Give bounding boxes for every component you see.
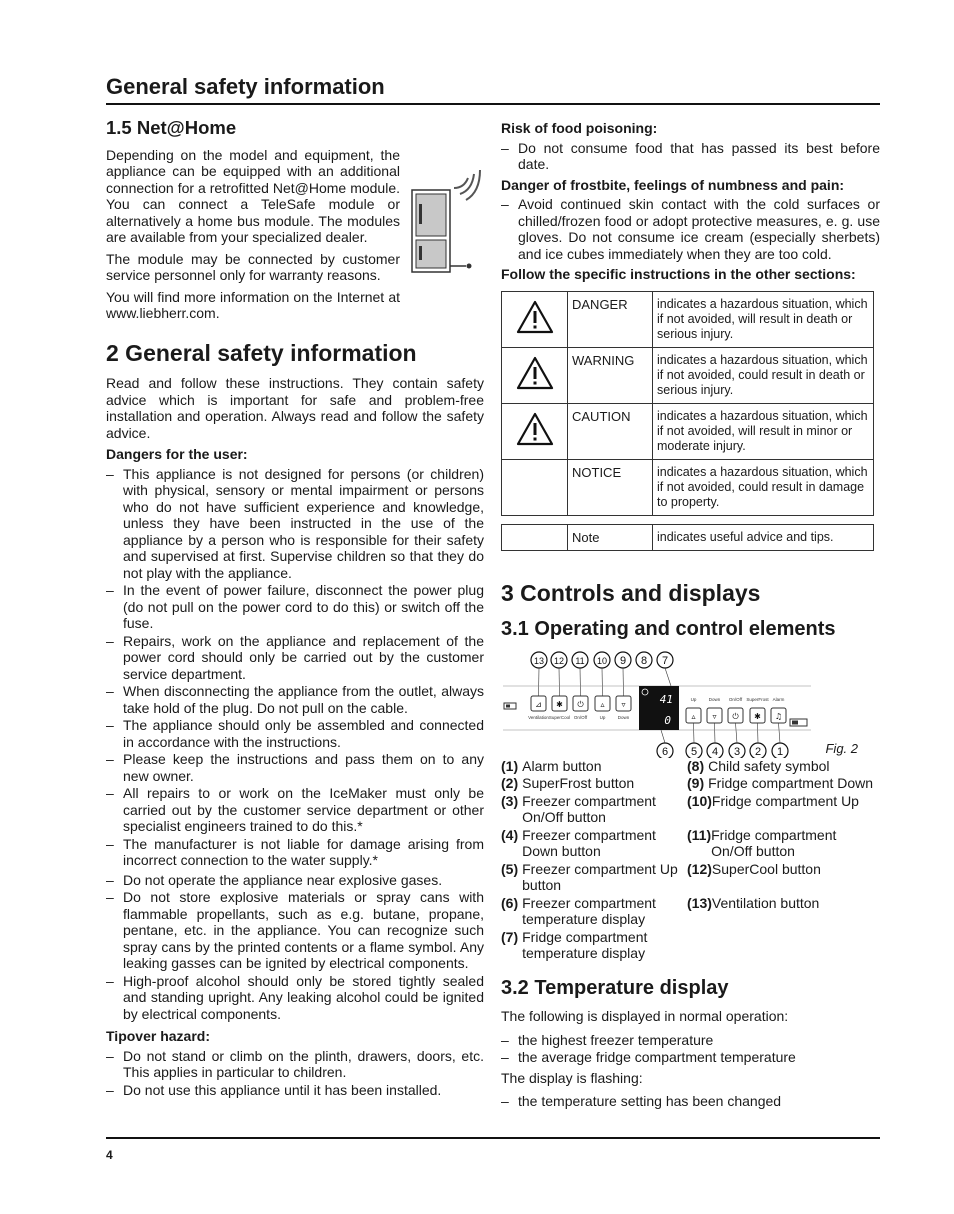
list-item: – Do not use this appliance until it has been installed. (106, 1082, 484, 1099)
flashing-intro: The display is flashing: (501, 1069, 643, 1086)
svg-text:Ventilation: Ventilation (528, 714, 549, 720)
fridge-temperature-display: 41 (659, 692, 673, 706)
callout-number (531, 652, 547, 668)
svg-text:On/Off: On/Off (728, 696, 743, 702)
legend-number: (11) (687, 826, 712, 843)
legend-item (687, 861, 880, 894)
left-column (106, 117, 484, 1102)
control-button[interactable] (686, 697, 701, 723)
list-item: – Do not operate the appliance near explosive gases. (106, 872, 484, 889)
hazard-description: indicates a hazardous situation, which if not avoided, will result in minor or moderate injury. (653, 403, 874, 459)
button-glyph-icon: ✱ (754, 711, 761, 721)
list-item: – the average fridge compartment temperature (501, 1049, 880, 1066)
food-list (501, 140, 880, 173)
warning-triangle-icon (516, 300, 554, 334)
food-heading: Risk of food poisoning: (501, 120, 658, 136)
temperature-intro: The following is displayed in normal operation: (501, 1008, 789, 1024)
legend-number: (12) (687, 860, 712, 877)
svg-text:3: 3 (733, 745, 741, 758)
svg-text:8: 8 (640, 654, 648, 667)
svg-text:13: 13 (533, 655, 545, 666)
frost-heading: Danger of frostbite, feelings of numbness and pain: (501, 176, 845, 193)
table-row (502, 403, 874, 459)
net-home-paragraph: Depending on the model and equipment, the appliance can be equipped with an additional connection for a retrofitted Net@Home module. You can connect a TeleSafe module or alternatively a home bus module. The modules are available from your specialized dealer. (106, 146, 400, 245)
table-row (502, 524, 874, 550)
legend-text: Child safety symbol (708, 757, 830, 774)
legend-number: (7) (501, 928, 519, 945)
button-glyph-icon: ⏻ (732, 711, 739, 721)
callout-number (729, 743, 745, 758)
net-home-paragraph: You will find more information on the Internet at www.liebherr.com. (106, 288, 400, 321)
legend-item (501, 775, 687, 792)
legend-number: (9) (687, 775, 705, 791)
list-item: – The appliance should only be assembled and connected in accordance with the instructions. (106, 717, 484, 750)
button-glyph-icon: ⊿ (535, 699, 542, 709)
control-button[interactable] (771, 697, 786, 723)
svg-text:SuperCool: SuperCool (548, 714, 571, 720)
callout-number (615, 652, 631, 668)
legend-item (501, 895, 687, 928)
svg-text:Up: Up (599, 714, 606, 720)
table-row (502, 459, 874, 515)
hazard-keyword: CAUTION (568, 403, 653, 459)
right-column (501, 120, 880, 1114)
hazard-description: indicates a hazardous situation, which if not avoided, will result in death or serious injury. (653, 291, 874, 347)
svg-text:SuperFrost: SuperFrost (746, 696, 769, 702)
table-row (502, 291, 874, 347)
svg-text:4: 4 (711, 745, 719, 758)
net-home-paragraph: The module may be connected by customer service personnel only for warranty reasons. (106, 250, 400, 283)
page-number: 4 (106, 1148, 113, 1162)
legend-number: (3) (501, 792, 519, 809)
legend-item (687, 793, 880, 826)
legend-number (687, 929, 691, 962)
svg-text:7: 7 (661, 654, 669, 667)
svg-text:2: 2 (754, 745, 762, 758)
svg-text:Down: Down (708, 696, 721, 702)
hazard-table (501, 291, 874, 516)
list-item: – the highest freezer temperature (501, 1032, 880, 1049)
net-home-heading: 1.5 Net@Home (106, 117, 237, 138)
header-rule (106, 103, 880, 105)
hazard-keyword: NOTICE (568, 459, 653, 515)
list-item: – All repairs to or work on the IceMaker must only be carried out by the customer service department or other specialist engineers trained to do this.* (106, 785, 484, 835)
legend-text: Freezer compartment On/Off button (522, 792, 656, 825)
tipover-heading: Tipover hazard: (106, 1028, 210, 1044)
callout-number (772, 743, 788, 758)
control-button[interactable] (549, 696, 570, 720)
list-item: – High-proof alcohol should only be stored tightly sealed and standing upright. Any leaking alcohol could be ignited by electrical components. (106, 973, 484, 1023)
note-description: indicates useful advice and tips. (653, 524, 874, 550)
list-item: – the temperature setting has been changed (501, 1093, 880, 1110)
svg-text:1: 1 (776, 745, 784, 758)
callout-number (707, 743, 723, 758)
control-button[interactable] (746, 697, 769, 723)
control-panel-diagram (501, 648, 880, 758)
legend-text: Fridge compartment temperature display (522, 928, 648, 961)
hazard-keyword: WARNING (568, 347, 653, 403)
controls-heading: 3 Controls and displays (501, 579, 761, 606)
svg-text:Up: Up (690, 696, 697, 702)
list-item: – When disconnecting the appliance from the outlet, always take hold of the plug. Do not pull on the cable. (106, 683, 484, 716)
button-glyph-icon: ▵ (691, 711, 696, 721)
general-safety-heading: 2 General safety information (106, 339, 417, 366)
svg-text:10: 10 (596, 655, 608, 666)
svg-text:9: 9 (619, 654, 627, 667)
legend-item (501, 758, 687, 775)
list-item: – Please keep the instructions and pass them on to any new owner. (106, 751, 484, 784)
freezer-temperature-display: 0 (664, 713, 671, 727)
legend-text: SuperFrost button (522, 775, 635, 791)
warning-triangle-icon (516, 412, 554, 446)
legend-number: (4) (501, 826, 519, 843)
temperature-list (501, 1032, 880, 1066)
callout-number (750, 743, 766, 758)
hazard-description: indicates a hazardous situation, which if not avoided, could result in death or serious injury. (653, 347, 874, 403)
legend-text: Fridge compartment Down (708, 775, 874, 791)
legend-item (501, 861, 687, 894)
note-keyword: Note (568, 524, 653, 550)
list-item: – In the event of power failure, disconnect the power plug (do not pull on the power cord to do this) or switch off the fuse. (106, 582, 484, 632)
control-button[interactable] (595, 696, 610, 720)
legend-text: Freezer compartment temperature display (522, 894, 656, 927)
net-home-section (106, 117, 484, 322)
control-legend (501, 758, 880, 962)
tipover-list (106, 1048, 484, 1099)
safety-intro: Read and follow these instructions. They contain safety advice which is important for safe and problem-free installation and operation. Always read and follow the safety advice. (106, 375, 484, 441)
svg-text:6: 6 (661, 745, 669, 758)
legend-item (687, 827, 880, 860)
control-panel-figure (501, 648, 880, 758)
legend-item (687, 895, 880, 928)
legend-number: (2) (501, 775, 519, 791)
callout-number (572, 652, 588, 668)
legend-item (501, 827, 687, 860)
flashing-list (501, 1093, 880, 1110)
legend-text: SuperCool button (711, 860, 821, 877)
button-glyph-icon: ▵ (600, 699, 605, 709)
dangers-heading: Dangers for the user: (106, 446, 248, 462)
legend-text: Fridge compartment Up (711, 792, 859, 809)
hazard-keyword: DANGER (568, 291, 653, 347)
legend-text: Fridge compartment On/Off button (711, 826, 837, 859)
callout-number (686, 743, 702, 758)
callout-number (657, 743, 673, 758)
list-item: – Repairs, work on the appliance and replacement of the power cord should only be carried out by the customer service department. (106, 633, 484, 683)
legend-number: (1) (501, 757, 519, 774)
control-button[interactable] (528, 696, 549, 720)
svg-text:5: 5 (690, 745, 698, 758)
legend-item (687, 758, 880, 775)
warning-triangle-icon (516, 356, 554, 390)
legend-number: (6) (501, 894, 519, 911)
callout-number (657, 652, 673, 668)
follow-heading: Follow the specific instructions in the other sections: (501, 266, 856, 282)
control-button[interactable] (573, 696, 588, 720)
legend-item (687, 929, 880, 962)
list-item: – The manufacturer is not liable for damage arising from incorrect connection to the water supply.* (106, 836, 484, 869)
temperature-display-heading: 3.2 Temperature display (501, 976, 729, 999)
svg-text:Down: Down (617, 714, 630, 720)
table-row (502, 347, 874, 403)
button-glyph-icon: ▿ (621, 699, 626, 709)
legend-number: (10) (687, 792, 712, 809)
legend-item (501, 793, 687, 826)
callout-number (636, 652, 652, 668)
list-item: – Do not store explosive materials or spray cans with flammable propellants, such as e.g. butane, propane, pentane, etc. in the appliance. You can recognize such spray cans by the printed contents or a flame symbol. Any leaking gasses can be ignited by electrical components. (106, 889, 484, 972)
button-glyph-icon: ♫ (774, 711, 783, 721)
legend-number: (13) (687, 894, 712, 911)
legend-number: (5) (501, 860, 519, 877)
control-button[interactable] (728, 697, 743, 723)
legend-text: Freezer compartment Up button (522, 860, 678, 893)
svg-text:12: 12 (553, 655, 565, 666)
legend-text: Alarm button (522, 757, 602, 774)
svg-text:11: 11 (575, 655, 585, 666)
list-item: – Do not stand or climb on the plinth, drawers, doors, etc. This applies in particular to children. (106, 1048, 484, 1081)
callout-number (594, 652, 610, 668)
list-item: – Do not consume food that has passed its best before date. (501, 140, 880, 173)
frost-list (501, 196, 880, 262)
svg-text:On/Off: On/Off (573, 714, 588, 720)
page-header-title: General safety information (106, 74, 385, 99)
svg-text:Alarm: Alarm (772, 696, 785, 702)
control-button[interactable] (707, 697, 722, 723)
list-item: – This appliance is not designed for persons (or children) with physical, sensory or mental impairment or persons who do not have sufficient experience and knowledge, unless they have been instructed in the use of the appliance by a person who is responsible for their safety and supervised at first. Supervise children so that they do not play with the appliance. (106, 466, 484, 582)
button-glyph-icon: ✱ (556, 699, 563, 709)
button-glyph-icon: ⏻ (577, 699, 584, 709)
callout-number (551, 652, 567, 668)
list-item: – Avoid continued skin contact with the cold surfaces or chilled/frozen food or adopt protective measures, e. g. use gloves. Do not consume ice cream (especially sherbets) and ice cubes immediately when they are too cold. (501, 196, 880, 262)
figure-caption: Fig. 2 (825, 740, 858, 756)
hazard-description: indicates a hazardous situation, which if not avoided, could result in damage to property. (653, 459, 874, 515)
dangers-list (106, 466, 484, 1023)
legend-item (501, 929, 687, 962)
control-button[interactable] (616, 696, 631, 720)
note-table (501, 524, 874, 551)
net-home-fridge-illustration-icon (406, 148, 486, 278)
legend-text: Ventilation button (711, 894, 820, 911)
legend-text: Freezer compartment Down button (522, 826, 656, 859)
button-glyph-icon: ▿ (712, 711, 717, 721)
footer-rule (106, 1137, 880, 1139)
operating-elements-heading: 3.1 Operating and control elements (501, 618, 836, 640)
legend-item (687, 775, 880, 792)
legend-number: (8) (687, 757, 705, 774)
